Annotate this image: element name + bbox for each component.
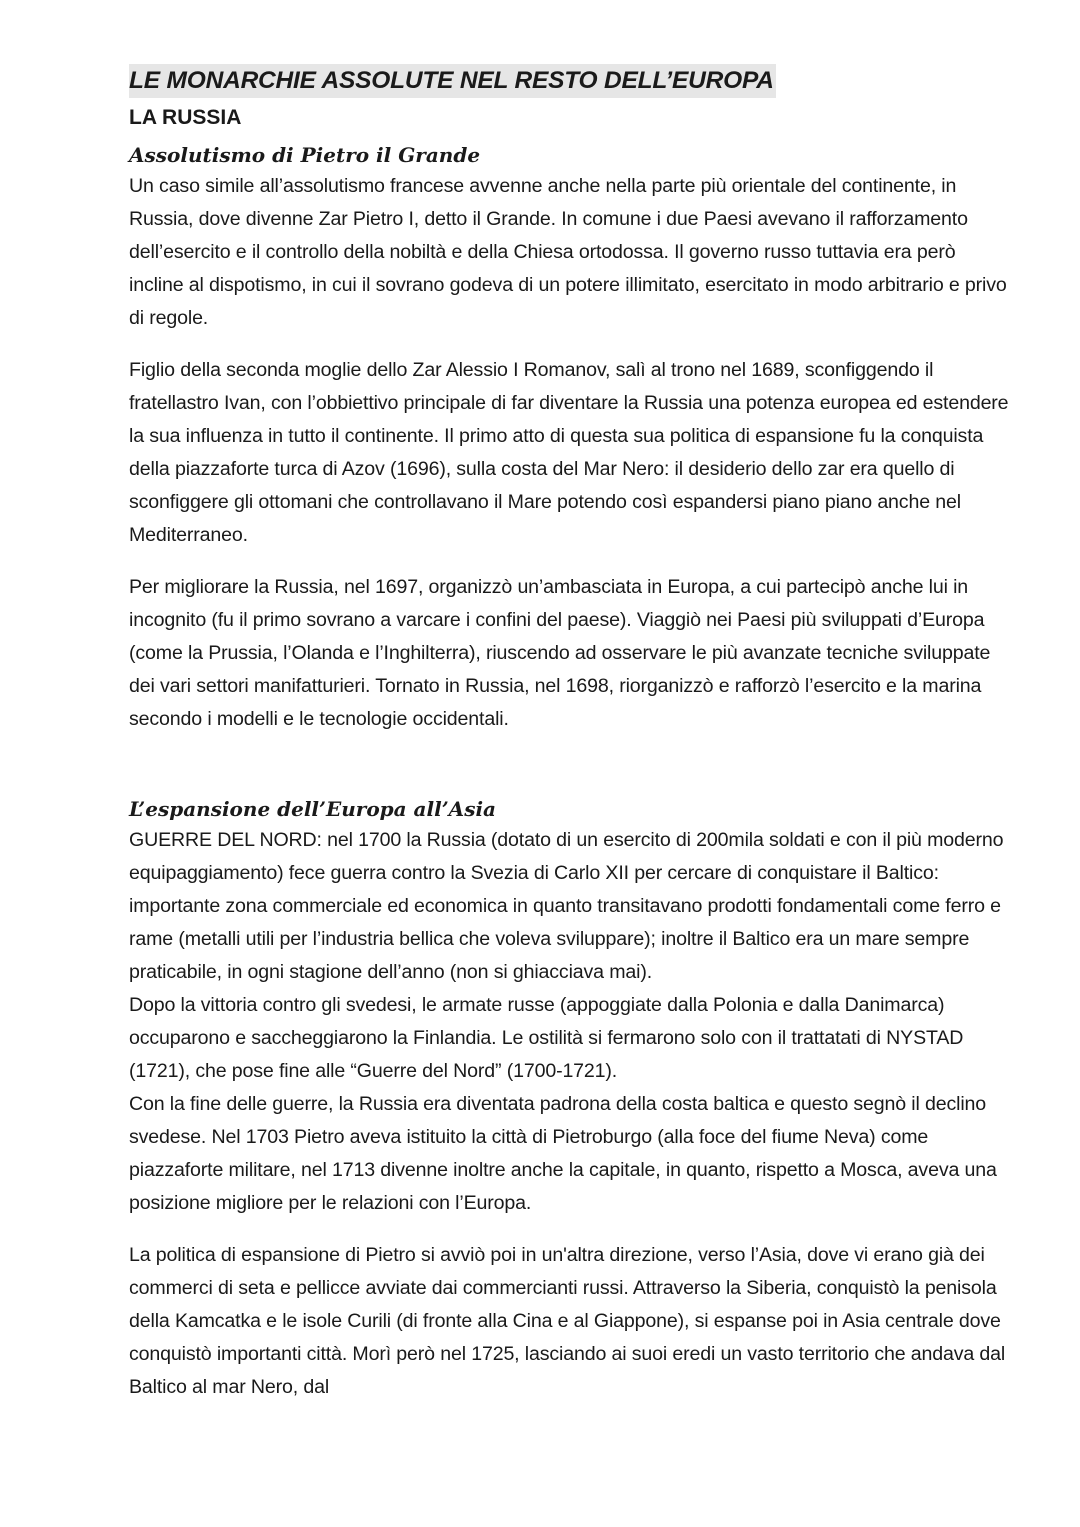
paragraph: Dopo la vittoria contro gli svedesi, le armate russe (appoggiate dalla Polonia e dalla Danimarca) occuparono e saccheggiarono la Finlandia. Le ostilità si fermarono solo con il trattatati di NYSTAD (1721), che pose fine alle “Guerre del Nord” (1700-1721). <box>129 994 964 1082</box>
section-title: LA RUSSIA <box>129 106 242 129</box>
heading-absolutism: Assolutismo di Pietro il Grande <box>129 143 481 167</box>
heading-expansion: L’espansione dell’Europa all’Asia <box>129 797 497 821</box>
paragraph: Con la fine delle guerre, la Russia era diventata padrona della costa baltica e questo segnò il declino svedese. Nel 1703 Pietro aveva istituito la città di Pietroburgo (alla foce del fiume Neva) come piazzaforte militare, nel 1713 divenne inoltre anche la capitale, in quanto, rispetto a Mosca, aveva una posizione migliore per le relazioni con l’Europa. <box>129 1093 997 1214</box>
paragraph: La politica di espansione di Pietro si avviò poi in un'altra direzione, verso l’Asia, dove vi erano già dei commerci di seta e pellicce avviate dai commercianti russi. Attraverso la Siberia, conquistò la penisola della Kamcatka e le isole Curili (di fronte alla Cina e al Giappone), si espanse poi in Asia centrale dove conquistò importanti città. Morì però nel 1725, lasciando ai suoi eredi un vasto territorio che andava dal Baltico al mar Nero, dal <box>129 1244 1006 1398</box>
main-title: LE MONARCHIE ASSOLUTE NEL RESTO DELL’EUROPA <box>129 64 776 98</box>
paragraph: Per migliorare la Russia, nel 1697, organizzò un’ambasciata in Europa, a cui partecipò anche lui in incognito (fu il primo sovrano a varcare i confini del paese). Viaggiò nei Paesi più sviluppati d’Europa (come la Prussia, l’Olanda e l’Inghilterra), riuscendo ad osservare le più avanzate tecniche sviluppate dei vari settori manifatturieri. Tornato in Russia, nel 1698, riorganizzò e rafforzò l’esercito e la marina secondo i modelli e le tecnologie occidentali. <box>129 576 991 730</box>
document-page <box>129 64 1014 1404</box>
paragraph: Un caso simile all’assolutismo francese avvenne anche nella parte più orientale del continente, in Russia, dove divenne Zar Pietro I, detto il Grande. In comune i due Paesi avevano il rafforzamento dell’esercito e il controllo della nobiltà e della Chiesa ortodossa. Il governo russo tuttavia era però incline al dispotismo, in cui il sovrano godeva di un potere illimitato, esercitato in modo arbitrario e privo di regole. <box>129 175 1007 329</box>
paragraph: Figlio della seconda moglie dello Zar Alessio I Romanov, salì al trono nel 1689, sconfiggendo il fratellastro Ivan, con l’obbiettivo principale di far diventare la Russia una potenza europea ed estendere la sua influenza in tutto il continente. Il primo atto di questa sua politica di espansione fu la conquista della piazzaforte turca di Azov (1696), sulla costa del Mar Nero: il desiderio dello zar era quello di sconfiggere gli ottomani che controllavano il Mare potendo così espandersi piano piano anche nel Mediterraneo. <box>129 359 1009 546</box>
paragraph: GUERRE DEL NORD: nel 1700 la Russia (dotato di un esercito di 200mila soldati e con il più moderno equipaggiamento) fece guerra contro la Svezia di Carlo XII per cercare di conquistare il Baltico: importante zona commerciale ed economica in quanto transitavano prodotti fondamentali come ferro e rame (metalli utili per l’industria bellica che voleva sviluppare); inoltre il Baltico era un mare sempre praticabile, in ogni stagione dell’anno (non si ghiacciava mai). <box>129 829 1004 983</box>
